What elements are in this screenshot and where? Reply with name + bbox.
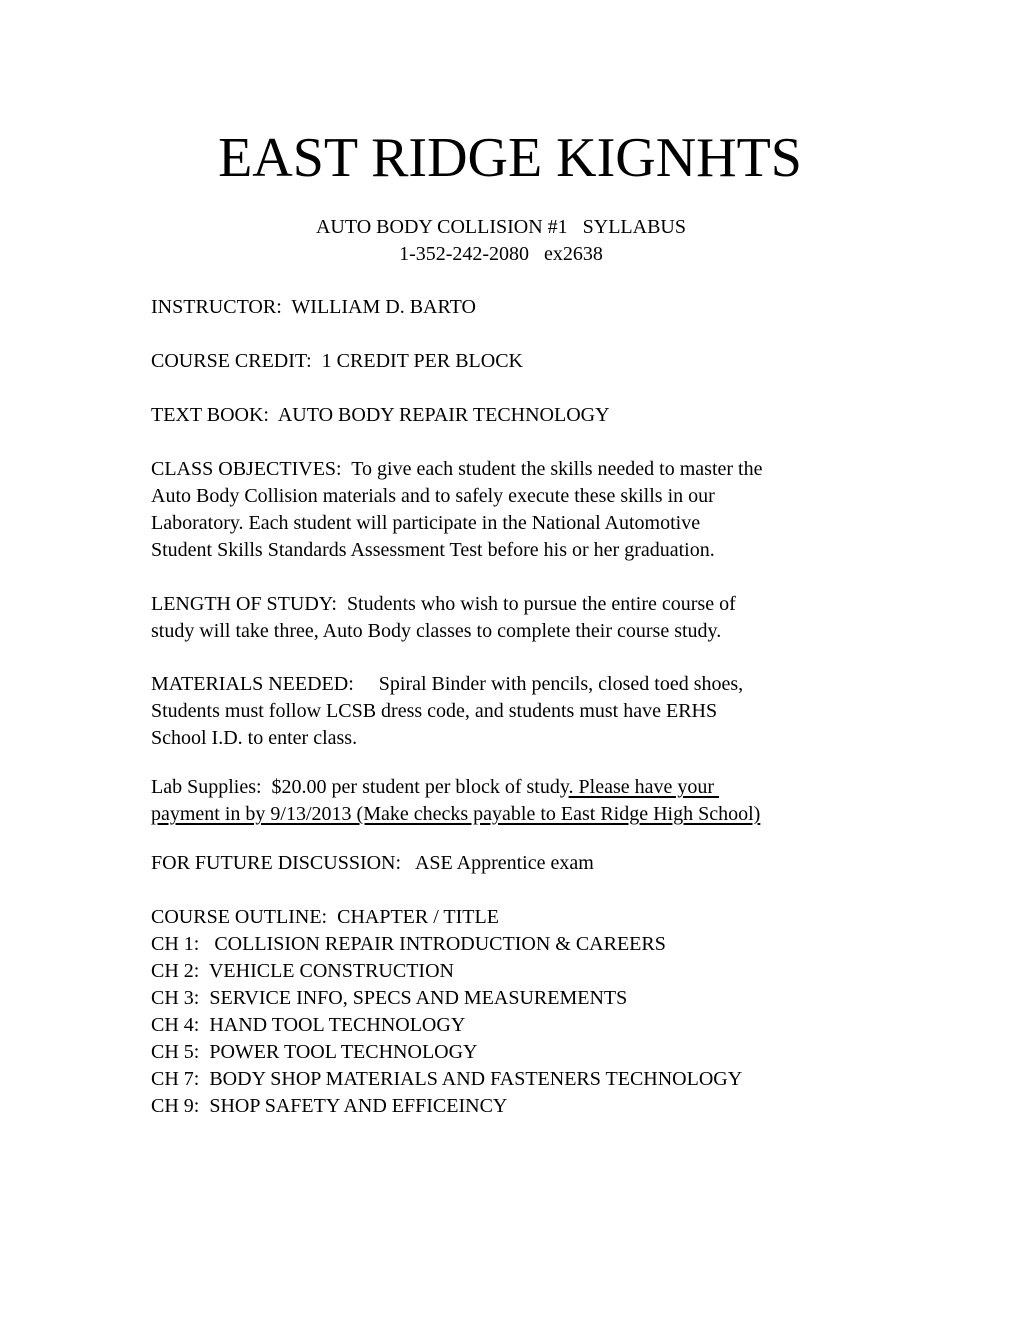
class-objectives-line: CLASS OBJECTIVES: To give each student the skills needed to master the xyxy=(151,458,763,480)
instructor-line: INSTRUCTOR: WILLIAM D. BARTO xyxy=(151,296,476,318)
chapter-item: CH 3: SERVICE INFO, SPECS AND MEASUREMENTS xyxy=(151,987,628,1009)
chapter-item: CH 9: SHOP SAFETY AND EFFICEINCY xyxy=(151,1095,508,1117)
class-objectives-line: Laboratory. Each student will participate in the National Automotive xyxy=(151,512,701,534)
materials-needed-line: MATERIALS NEEDED: Spiral Binder with pencils, closed toed shoes, xyxy=(151,673,744,695)
future-discussion-line: FOR FUTURE DISCUSSION: ASE Apprentice exam xyxy=(151,852,594,874)
phone-number: 1-352-242-2080 ex2638 xyxy=(399,243,603,265)
materials-needed-line: Students must follow LCSB dress code, and students must have ERHS xyxy=(151,700,718,722)
payment-notice-line: payment in by 9/13/2013 (Make checks payable to East Ridge High School) xyxy=(151,803,761,825)
course-credit-line: COURSE CREDIT: 1 CREDIT PER BLOCK xyxy=(151,350,524,372)
length-of-study-line: study will take three, Auto Body classes to complete their course study. xyxy=(151,620,722,642)
course-title: AUTO BODY COLLISION #1 SYLLABUS xyxy=(315,216,686,238)
text-book-line: TEXT BOOK: AUTO BODY REPAIR TECHNOLOGY xyxy=(151,404,610,426)
chapter-item: CH 7: BODY SHOP MATERIALS AND FASTENERS TECHNOLOGY xyxy=(151,1068,743,1090)
chapter-item: CH 5: POWER TOOL TECHNOLOGY xyxy=(151,1041,478,1063)
course-outline-heading: COURSE OUTLINE: CHAPTER / TITLE xyxy=(151,906,499,928)
lab-supplies-text: Lab Supplies: $20.00 per student per block of study xyxy=(151,776,569,798)
page-title: EAST RIDGE KIGNHTS xyxy=(218,127,802,189)
chapter-item: CH 4: HAND TOOL TECHNOLOGY xyxy=(151,1014,466,1036)
length-of-study-line: LENGTH OF STUDY: Students who wish to pursue the entire course of xyxy=(151,593,736,615)
chapter-item: CH 1: COLLISION REPAIR INTRODUCTION & CAREERS xyxy=(151,933,666,955)
payment-notice: . Please have your xyxy=(568,776,720,798)
materials-needed-line: School I.D. to enter class. xyxy=(151,727,358,749)
chapter-item: CH 2: VEHICLE CONSTRUCTION xyxy=(151,960,454,982)
lab-supplies-line xyxy=(151,774,881,801)
class-objectives-line: Auto Body Collision materials and to safely execute these skills in our xyxy=(151,485,715,507)
class-objectives-line: Student Skills Standards Assessment Test before his or her graduation. xyxy=(151,539,715,561)
